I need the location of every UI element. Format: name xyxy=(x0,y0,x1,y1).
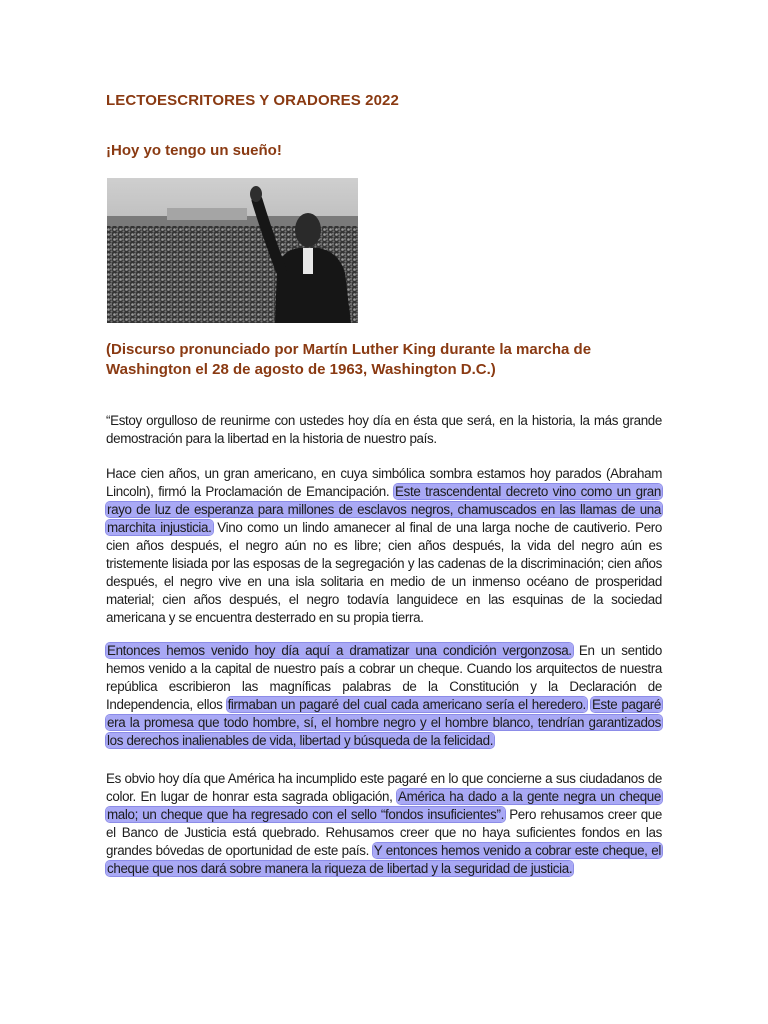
paragraph-text: En un sentido hemos venido a la capital de nuestro país a cobrar un cheque. Cuando los arquitectos de nuestra república escribieron las magníficas palabras de la Constitución y la Declaración de Independencia, ellos xyxy=(106,643,662,712)
speech-caption: (Discurso pronunciado por Martín Luther King durante la marcha de Washington el 28 de agosto de 1963, Washington D.C.) xyxy=(106,341,592,378)
paragraph-text: “Estoy orgulloso de reunirme con ustedes hoy día en ésta que será, en la historia, la más grande demostración para la libertad en la historia de nuestro país. xyxy=(106,413,662,446)
highlighted-text: firmaban un pagaré del cual cada americano sería el heredero. xyxy=(227,697,586,712)
paragraph-text: Hace cien años, un gran americano, en cuya simbólica sombra estamos hoy parados (Abraham Lincoln), firmó la Proclamación de Emancipación. xyxy=(106,466,662,499)
highlighted-text: Entonces hemos venido hoy día aquí a dramatizar una condición vergonzosa. xyxy=(107,643,572,658)
highlighted-text: América ha dado a la gente negra un cheque malo; un cheque que ha regresado con el sello “fondos insuficientes”. xyxy=(107,789,661,822)
paragraph-2 xyxy=(106,465,662,627)
paragraph-text: Es obvio hoy día que América ha incumplido este pagaré en lo que concierne a sus ciudadanos de color. En lugar de honrar esta sagrada obligación, xyxy=(106,771,662,804)
highlighted-text: Este pagaré era la promesa que todo hombre, sí, el hombre negro y el hombre blanco, tendrían garantizados los derechos inalienables de vida, libertad y búsqueda de la felicidad. xyxy=(107,697,661,748)
highlighted-text: Este trascendental decreto vino como un gran rayo de luz de esperanza para millones de esclavos negros, chamuscados en las llamas de una marchita injusticia. xyxy=(107,484,661,535)
speech-photo xyxy=(107,178,358,323)
paragraph-1 xyxy=(106,412,662,448)
paragraph-3 xyxy=(106,642,662,750)
paragraph-text: Pero rehusamos creer que el Banco de Justicia está quebrado. Rehusamos creer que no haya suficientes fondos en las grandes bóvedas de oportunidad de este país. xyxy=(106,807,662,858)
document-subtitle: ¡Hoy yo tengo un sueño! xyxy=(106,142,282,159)
document-title: LECTOESCRITORES Y ORADORES 2022 xyxy=(106,92,399,109)
paragraph-4 xyxy=(106,770,662,878)
paragraph-text: Vino como un lindo amanecer al final de una larga noche de cautiverio. Pero cien años después, el negro aún no es libre; cien años después, la vida del negro aún es tristemente lisiada por las esposas de la segregación y las cadenas de la discriminación; cien años después, el negro vive en una isla solitaria en medio de un inmenso océano de prosperidad material; cien años después, el negro todavía languidece en las esquinas de la sociedad americana y se encuentra desterrado en su propia tierra. xyxy=(106,520,662,625)
highlighted-text: Y entonces hemos venido a cobrar este cheque, el cheque que nos dará sobre manera la riqueza de libertad y la seguridad de justicia. xyxy=(107,843,661,876)
photo-illustration xyxy=(107,178,358,323)
